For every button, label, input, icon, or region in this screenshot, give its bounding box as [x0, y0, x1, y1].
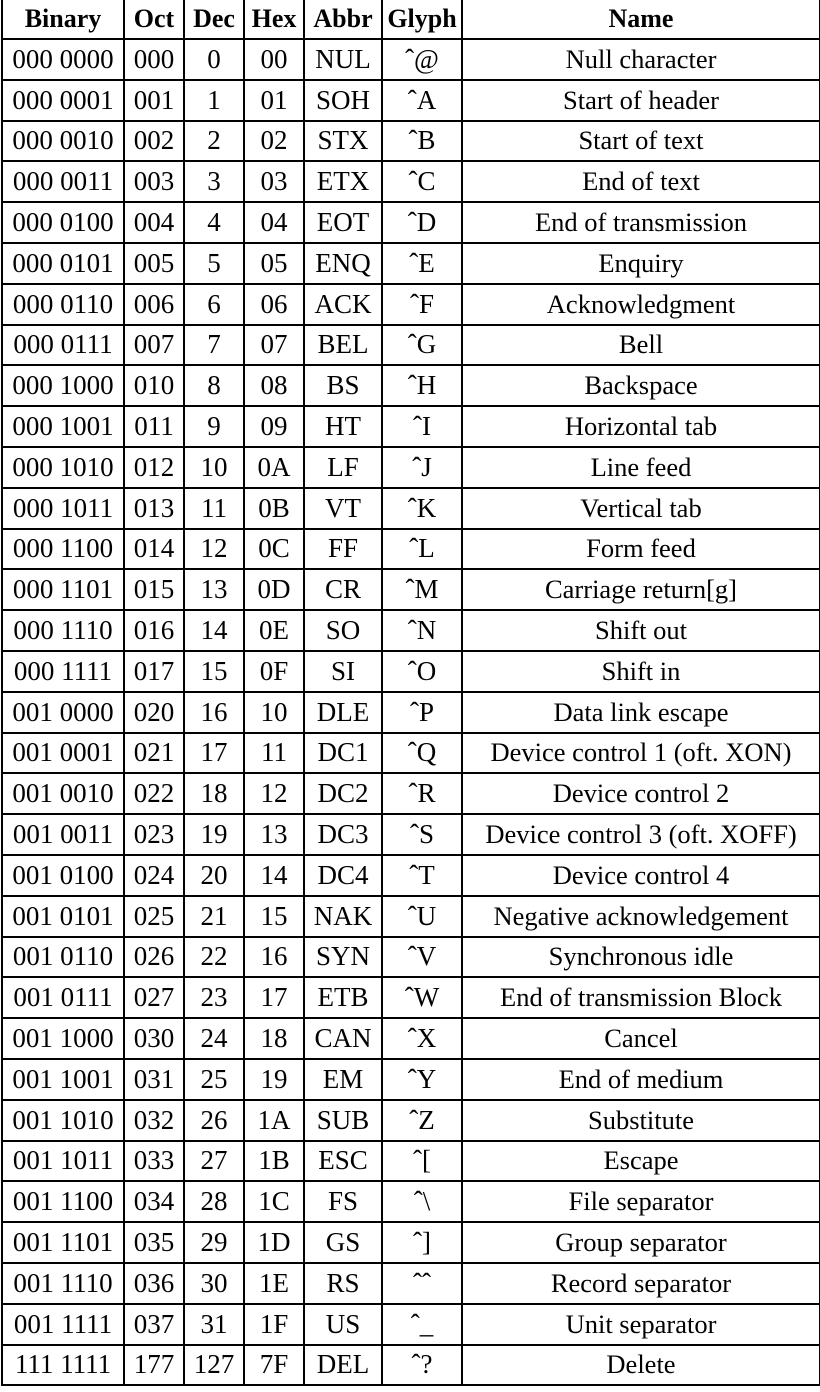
cell-binary: 001 1110: [2, 1263, 124, 1304]
cell-dec: 5: [184, 243, 244, 284]
cell-binary: 001 1000: [2, 1018, 124, 1059]
cell-hex: 0A: [244, 447, 304, 488]
cell-dec: 16: [184, 692, 244, 733]
cell-oct: 015: [124, 569, 184, 610]
table-row: [2, 937, 820, 978]
table-row: [2, 243, 820, 284]
header-oct: Oct: [124, 0, 184, 39]
cell-abbr: DC4: [304, 855, 382, 896]
cell-hex: 04: [244, 202, 304, 243]
cell-abbr: ETX: [304, 161, 382, 202]
cell-oct: 003: [124, 161, 184, 202]
cell-oct: 010: [124, 365, 184, 406]
cell-abbr: LF: [304, 447, 382, 488]
table-row: [2, 1181, 820, 1222]
cell-abbr: EOT: [304, 202, 382, 243]
cell-glyph: ˆM: [382, 569, 462, 610]
cell-abbr: EM: [304, 1059, 382, 1100]
cell-name: Start of header: [462, 80, 820, 121]
cell-abbr: US: [304, 1304, 382, 1345]
cell-binary: 001 0101: [2, 896, 124, 937]
cell-name: Backspace: [462, 365, 820, 406]
cell-hex: 7F: [244, 1345, 304, 1386]
cell-abbr: DC2: [304, 773, 382, 814]
table-row: [2, 569, 820, 610]
cell-dec: 4: [184, 202, 244, 243]
table-row: [2, 80, 820, 121]
cell-binary: 001 1101: [2, 1222, 124, 1263]
cell-name: Enquiry: [462, 243, 820, 284]
cell-glyph: ˆH: [382, 365, 462, 406]
table-row: [2, 121, 820, 162]
cell-glyph: ˆO: [382, 651, 462, 692]
cell-binary: 000 1101: [2, 569, 124, 610]
table-row: [2, 39, 820, 80]
cell-glyph: ˆL: [382, 529, 462, 570]
cell-dec: 20: [184, 855, 244, 896]
cell-name: Horizontal tab: [462, 406, 820, 447]
table-row: [2, 447, 820, 488]
cell-binary: 000 0110: [2, 284, 124, 325]
cell-binary: 000 0100: [2, 202, 124, 243]
cell-oct: 004: [124, 202, 184, 243]
cell-name: Device control 4: [462, 855, 820, 896]
cell-dec: 22: [184, 937, 244, 978]
cell-dec: 7: [184, 325, 244, 366]
header-name: Name: [462, 0, 820, 39]
cell-dec: 23: [184, 977, 244, 1018]
cell-hex: 1B: [244, 1141, 304, 1182]
cell-oct: 027: [124, 977, 184, 1018]
cell-oct: 023: [124, 814, 184, 855]
cell-oct: 011: [124, 406, 184, 447]
cell-oct: 022: [124, 773, 184, 814]
cell-binary: 111 1111: [2, 1345, 124, 1386]
cell-abbr: NAK: [304, 896, 382, 937]
cell-hex: 13: [244, 814, 304, 855]
cell-name: Shift out: [462, 610, 820, 651]
cell-glyph: ˆP: [382, 692, 462, 733]
cell-dec: 12: [184, 529, 244, 570]
cell-hex: 10: [244, 692, 304, 733]
cell-name: Acknowledgment: [462, 284, 820, 325]
cell-dec: 15: [184, 651, 244, 692]
cell-name: Start of text: [462, 121, 820, 162]
cell-hex: 09: [244, 406, 304, 447]
cell-abbr: FF: [304, 529, 382, 570]
table-row: [2, 733, 820, 774]
header-binary: Binary: [2, 0, 124, 39]
cell-oct: 017: [124, 651, 184, 692]
cell-oct: 020: [124, 692, 184, 733]
cell-glyph: ˆ?: [382, 1345, 462, 1386]
table-row: [2, 1304, 820, 1345]
cell-abbr: SYN: [304, 937, 382, 978]
cell-hex: 02: [244, 121, 304, 162]
cell-name: Cancel: [462, 1018, 820, 1059]
table-row: [2, 1100, 820, 1141]
cell-hex: 19: [244, 1059, 304, 1100]
cell-oct: 014: [124, 529, 184, 570]
table-row: [2, 692, 820, 733]
cell-abbr: DC3: [304, 814, 382, 855]
cell-glyph: ˆU: [382, 896, 462, 937]
cell-oct: 030: [124, 1018, 184, 1059]
cell-name: End of text: [462, 161, 820, 202]
cell-hex: 1D: [244, 1222, 304, 1263]
cell-oct: 000: [124, 39, 184, 80]
cell-name: Synchronous idle: [462, 937, 820, 978]
cell-glyph: ˆK: [382, 488, 462, 529]
cell-abbr: STX: [304, 121, 382, 162]
cell-abbr: VT: [304, 488, 382, 529]
cell-glyph: ˆ\: [382, 1181, 462, 1222]
cell-name: Substitute: [462, 1100, 820, 1141]
cell-hex: 17: [244, 977, 304, 1018]
cell-binary: 001 0111: [2, 977, 124, 1018]
cell-hex: 06: [244, 284, 304, 325]
cell-dec: 18: [184, 773, 244, 814]
cell-binary: 001 0000: [2, 692, 124, 733]
cell-dec: 1: [184, 80, 244, 121]
cell-binary: 000 1100: [2, 529, 124, 570]
cell-abbr: FS: [304, 1181, 382, 1222]
cell-name: Negative acknowledgement: [462, 896, 820, 937]
cell-hex: 1F: [244, 1304, 304, 1345]
table-header: [2, 0, 820, 39]
cell-dec: 0: [184, 39, 244, 80]
cell-name: Vertical tab: [462, 488, 820, 529]
cell-hex: 18: [244, 1018, 304, 1059]
cell-glyph: ˆI: [382, 406, 462, 447]
cell-glyph: ˆE: [382, 243, 462, 284]
cell-oct: 033: [124, 1141, 184, 1182]
cell-oct: 021: [124, 733, 184, 774]
cell-name: Null character: [462, 39, 820, 80]
cell-binary: 000 1011: [2, 488, 124, 529]
table-row: [2, 1263, 820, 1304]
cell-hex: 1E: [244, 1263, 304, 1304]
header-abbr: Abbr: [304, 0, 382, 39]
table-row: [2, 1141, 820, 1182]
cell-glyph: ˆJ: [382, 447, 462, 488]
cell-dec: 6: [184, 284, 244, 325]
cell-abbr: DEL: [304, 1345, 382, 1386]
cell-binary: 001 0110: [2, 937, 124, 978]
table-row: [2, 977, 820, 1018]
table-row: [2, 406, 820, 447]
header-hex: Hex: [244, 0, 304, 39]
cell-glyph: ˆA: [382, 80, 462, 121]
table-row: [2, 529, 820, 570]
cell-name: Device control 2: [462, 773, 820, 814]
header-dec: Dec: [184, 0, 244, 39]
cell-oct: 005: [124, 243, 184, 284]
cell-dec: 29: [184, 1222, 244, 1263]
cell-binary: 001 0010: [2, 773, 124, 814]
cell-dec: 3: [184, 161, 244, 202]
cell-dec: 21: [184, 896, 244, 937]
cell-abbr: ESC: [304, 1141, 382, 1182]
table-row: [2, 202, 820, 243]
cell-abbr: RS: [304, 1263, 382, 1304]
cell-dec: 8: [184, 365, 244, 406]
cell-glyph: ˆG: [382, 325, 462, 366]
cell-hex: 01: [244, 80, 304, 121]
table-body: [2, 39, 820, 1385]
cell-dec: 13: [184, 569, 244, 610]
cell-hex: 03: [244, 161, 304, 202]
cell-binary: 001 1011: [2, 1141, 124, 1182]
cell-binary: 000 0101: [2, 243, 124, 284]
cell-name: Bell: [462, 325, 820, 366]
cell-glyph: ˆˆ: [382, 1263, 462, 1304]
cell-abbr: ETB: [304, 977, 382, 1018]
cell-binary: 001 0011: [2, 814, 124, 855]
cell-abbr: BS: [304, 365, 382, 406]
cell-dec: 10: [184, 447, 244, 488]
cell-name: Data link escape: [462, 692, 820, 733]
cell-hex: 14: [244, 855, 304, 896]
cell-name: Line feed: [462, 447, 820, 488]
cell-binary: 000 1110: [2, 610, 124, 651]
cell-name: Carriage return[g]: [462, 569, 820, 610]
cell-glyph: ˆZ: [382, 1100, 462, 1141]
cell-glyph: ˆR: [382, 773, 462, 814]
cell-hex: 16: [244, 937, 304, 978]
cell-oct: 035: [124, 1222, 184, 1263]
cell-binary: 001 0001: [2, 733, 124, 774]
cell-binary: 000 1001: [2, 406, 124, 447]
cell-oct: 006: [124, 284, 184, 325]
cell-oct: 012: [124, 447, 184, 488]
cell-hex: 11: [244, 733, 304, 774]
cell-abbr: HT: [304, 406, 382, 447]
cell-dec: 9: [184, 406, 244, 447]
cell-name: End of transmission Block: [462, 977, 820, 1018]
cell-name: Device control 1 (oft. XON): [462, 733, 820, 774]
cell-binary: 000 0111: [2, 325, 124, 366]
cell-binary: 000 1111: [2, 651, 124, 692]
cell-abbr: DC1: [304, 733, 382, 774]
cell-dec: 14: [184, 610, 244, 651]
cell-hex: 1A: [244, 1100, 304, 1141]
cell-abbr: SO: [304, 610, 382, 651]
cell-oct: 024: [124, 855, 184, 896]
cell-oct: 034: [124, 1181, 184, 1222]
table-row: [2, 161, 820, 202]
cell-glyph: ˆS: [382, 814, 462, 855]
cell-glyph: ˆ]: [382, 1222, 462, 1263]
cell-hex: 00: [244, 39, 304, 80]
cell-binary: 001 0100: [2, 855, 124, 896]
cell-name: End of transmission: [462, 202, 820, 243]
cell-abbr: SI: [304, 651, 382, 692]
cell-glyph: ˆY: [382, 1059, 462, 1100]
header-glyph: Glyph: [382, 0, 462, 39]
header-row: [2, 0, 820, 39]
cell-dec: 19: [184, 814, 244, 855]
cell-dec: 2: [184, 121, 244, 162]
cell-abbr: DLE: [304, 692, 382, 733]
table-row: [2, 325, 820, 366]
cell-glyph: ˆX: [382, 1018, 462, 1059]
cell-name: Record separator: [462, 1263, 820, 1304]
table-row: [2, 1222, 820, 1263]
table-row: [2, 365, 820, 406]
cell-oct: 025: [124, 896, 184, 937]
cell-hex: 05: [244, 243, 304, 284]
cell-dec: 27: [184, 1141, 244, 1182]
cell-abbr: CAN: [304, 1018, 382, 1059]
cell-binary: 001 1010: [2, 1100, 124, 1141]
cell-dec: 127: [184, 1345, 244, 1386]
cell-abbr: ENQ: [304, 243, 382, 284]
cell-abbr: NUL: [304, 39, 382, 80]
cell-glyph: ˆT: [382, 855, 462, 896]
cell-glyph: ˆD: [382, 202, 462, 243]
table-row: [2, 896, 820, 937]
cell-name: End of medium: [462, 1059, 820, 1100]
cell-name: Escape: [462, 1141, 820, 1182]
cell-binary: 001 1100: [2, 1181, 124, 1222]
cell-name: Shift in: [462, 651, 820, 692]
cell-hex: 07: [244, 325, 304, 366]
table-row: [2, 488, 820, 529]
cell-binary: 000 0001: [2, 80, 124, 121]
cell-glyph: ˆ_: [382, 1304, 462, 1345]
cell-glyph: ˆV: [382, 937, 462, 978]
cell-glyph: ˆQ: [382, 733, 462, 774]
cell-dec: 26: [184, 1100, 244, 1141]
cell-oct: 013: [124, 488, 184, 529]
cell-hex: 1C: [244, 1181, 304, 1222]
cell-oct: 177: [124, 1345, 184, 1386]
cell-name: Unit separator: [462, 1304, 820, 1345]
table-row: [2, 855, 820, 896]
cell-binary: 000 0011: [2, 161, 124, 202]
cell-binary: 000 0000: [2, 39, 124, 80]
cell-oct: 007: [124, 325, 184, 366]
cell-oct: 016: [124, 610, 184, 651]
cell-name: Form feed: [462, 529, 820, 570]
cell-oct: 037: [124, 1304, 184, 1345]
table-row: [2, 1059, 820, 1100]
cell-hex: 15: [244, 896, 304, 937]
cell-dec: 24: [184, 1018, 244, 1059]
cell-hex: 0D: [244, 569, 304, 610]
cell-glyph: ˆC: [382, 161, 462, 202]
cell-binary: 000 1000: [2, 365, 124, 406]
table-row: [2, 1345, 820, 1386]
table-row: [2, 1018, 820, 1059]
cell-binary: 000 1010: [2, 447, 124, 488]
cell-hex: 0F: [244, 651, 304, 692]
cell-hex: 0B: [244, 488, 304, 529]
cell-oct: 036: [124, 1263, 184, 1304]
cell-binary: 001 1001: [2, 1059, 124, 1100]
cell-glyph: ˆW: [382, 977, 462, 1018]
cell-binary: 000 0010: [2, 121, 124, 162]
cell-dec: 30: [184, 1263, 244, 1304]
cell-dec: 11: [184, 488, 244, 529]
cell-glyph: ˆB: [382, 121, 462, 162]
cell-dec: 17: [184, 733, 244, 774]
ascii-control-table: [1, 0, 820, 1386]
cell-glyph: ˆ[: [382, 1141, 462, 1182]
cell-glyph: ˆF: [382, 284, 462, 325]
cell-hex: 08: [244, 365, 304, 406]
cell-name: Group separator: [462, 1222, 820, 1263]
cell-oct: 031: [124, 1059, 184, 1100]
cell-oct: 032: [124, 1100, 184, 1141]
cell-dec: 31: [184, 1304, 244, 1345]
cell-glyph: ˆ@: [382, 39, 462, 80]
cell-abbr: GS: [304, 1222, 382, 1263]
cell-abbr: SOH: [304, 80, 382, 121]
cell-oct: 001: [124, 80, 184, 121]
cell-oct: 026: [124, 937, 184, 978]
cell-oct: 002: [124, 121, 184, 162]
table-row: [2, 610, 820, 651]
cell-abbr: ACK: [304, 284, 382, 325]
table-row: [2, 814, 820, 855]
cell-name: Delete: [462, 1345, 820, 1386]
table-row: [2, 651, 820, 692]
cell-name: Device control 3 (oft. XOFF): [462, 814, 820, 855]
cell-glyph: ˆN: [382, 610, 462, 651]
cell-dec: 25: [184, 1059, 244, 1100]
cell-abbr: SUB: [304, 1100, 382, 1141]
cell-dec: 28: [184, 1181, 244, 1222]
cell-hex: 0C: [244, 529, 304, 570]
cell-binary: 001 1111: [2, 1304, 124, 1345]
table-row: [2, 773, 820, 814]
cell-hex: 0E: [244, 610, 304, 651]
cell-name: File separator: [462, 1181, 820, 1222]
cell-hex: 12: [244, 773, 304, 814]
table-row: [2, 284, 820, 325]
cell-abbr: BEL: [304, 325, 382, 366]
cell-abbr: CR: [304, 569, 382, 610]
